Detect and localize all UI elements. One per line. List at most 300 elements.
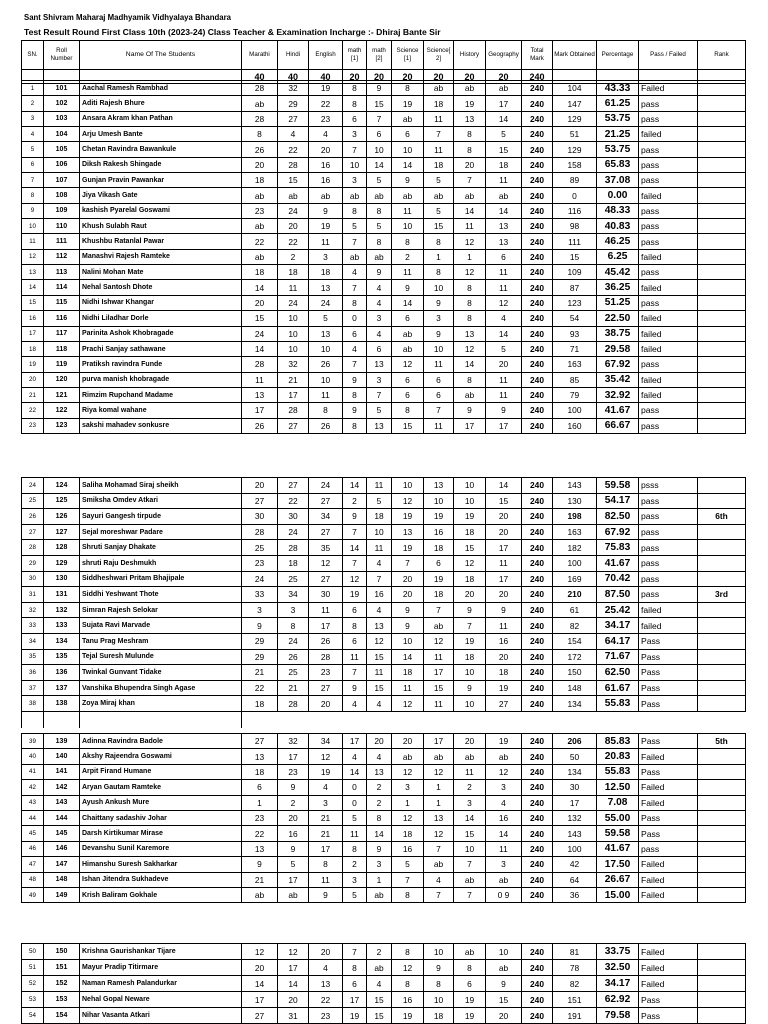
rank: [698, 478, 746, 494]
mark-science1: 19: [392, 509, 424, 525]
result-status: pass: [639, 173, 698, 188]
mark-math2: 4: [367, 280, 392, 295]
roll-number: 127: [44, 524, 80, 540]
mark-math1: 7: [343, 555, 367, 571]
mark-obtained: 116: [553, 203, 597, 218]
result-status: pass: [639, 418, 698, 433]
total-mark: 240: [522, 265, 553, 280]
mark-geography: 20: [486, 649, 522, 665]
mark-science2: 8: [424, 234, 454, 249]
percentage: 55.00: [597, 810, 639, 825]
mark-math2: 7: [367, 111, 392, 126]
serial-number: 10: [22, 219, 44, 234]
mark-geography: ab: [486, 749, 522, 764]
mark-science2: 10: [424, 341, 454, 356]
result-status: pass: [639, 493, 698, 509]
mark-science2: 19: [424, 571, 454, 587]
student-row: [22, 780, 746, 795]
col-math2: math [2]: [367, 41, 392, 70]
col-marathi: Marathi: [242, 41, 278, 70]
student-name: Ayush Ankush Mure: [80, 795, 242, 810]
student-row: [22, 826, 746, 841]
mark-english: 19: [309, 764, 343, 779]
rank: [698, 976, 746, 992]
mark-marathi: 26: [242, 418, 278, 433]
result-status: failed: [639, 311, 698, 326]
mark-geography: 3: [486, 780, 522, 795]
percentage: 22.50: [597, 311, 639, 326]
mark-marathi: 14: [242, 976, 278, 992]
mark-marathi: 27: [242, 493, 278, 509]
mark-history: ab: [454, 749, 486, 764]
mark-english: 16: [309, 173, 343, 188]
total-mark: 240: [522, 127, 553, 142]
mark-obtained: 111: [553, 234, 597, 249]
student-row: [22, 280, 746, 295]
mark-math1: 3: [343, 173, 367, 188]
roll-number: 123: [44, 418, 80, 433]
result-status: Failed: [639, 960, 698, 976]
mark-marathi: 23: [242, 810, 278, 825]
total-mark: 240: [522, 1008, 553, 1024]
result-status: pass: [639, 203, 698, 218]
student-row: [22, 326, 746, 341]
mark-english: 27: [309, 680, 343, 696]
mark-science1: 16: [392, 992, 424, 1008]
mark-geography: ab: [486, 872, 522, 887]
mark-science2: 15: [424, 219, 454, 234]
total-mark: 240: [522, 418, 553, 433]
serial-number: 15: [22, 295, 44, 310]
mark-obtained: 93: [553, 326, 597, 341]
serial-number: 20: [22, 372, 44, 387]
rank: [698, 203, 746, 218]
roll-number: 129: [44, 555, 80, 571]
student-name: Darsh Kirtikumar Mirase: [80, 826, 242, 841]
serial-number: 52: [22, 976, 44, 992]
mark-science2: 18: [424, 540, 454, 556]
mark-science1: 9: [392, 602, 424, 618]
student-name: Nidhi Ishwar Khangar: [80, 295, 242, 310]
mark-hindi: 16: [278, 826, 309, 841]
serial-number: 11: [22, 234, 44, 249]
percentage: 20.83: [597, 749, 639, 764]
mark-hindi: 14: [278, 976, 309, 992]
mark-history: 14: [454, 810, 486, 825]
mark-science1: 13: [392, 524, 424, 540]
rank: [698, 372, 746, 387]
result-status: Pass: [639, 764, 698, 779]
mark-math1: 9: [343, 403, 367, 418]
mark-science2: 9: [424, 326, 454, 341]
serial-number: 54: [22, 1008, 44, 1024]
mark-history: ab: [454, 944, 486, 960]
mark-obtained: 148: [553, 680, 597, 696]
mark-geography: 20: [486, 357, 522, 372]
mark-obtained: 109: [553, 265, 597, 280]
mark-math1: 7: [343, 357, 367, 372]
roll-number: 154: [44, 1008, 80, 1024]
rank: [698, 944, 746, 960]
rank: 5th: [698, 734, 746, 749]
mark-science2: 12: [424, 826, 454, 841]
student-name: kashish Pyarelal Goswami: [80, 203, 242, 218]
student-row: [22, 493, 746, 509]
percentage: 53.75: [597, 111, 639, 126]
mark-english: 27: [309, 493, 343, 509]
percentage: 54.17: [597, 493, 639, 509]
mark-english: 30: [309, 587, 343, 603]
mark-geography: 17: [486, 96, 522, 111]
serial-number: 27: [22, 524, 44, 540]
mark-hindi: 26: [278, 649, 309, 665]
mark-science1: 19: [392, 96, 424, 111]
total-mark: 240: [522, 780, 553, 795]
student-name: Pratiksh ravindra Funde: [80, 357, 242, 372]
result-status: pass: [639, 509, 698, 525]
mark-science2: 7: [424, 602, 454, 618]
mark-history: 18: [454, 571, 486, 587]
student-name: Gunjan Pravin Pawankar: [80, 173, 242, 188]
mark-hindi: 9: [278, 841, 309, 856]
serial-number: 45: [22, 826, 44, 841]
rank: [698, 665, 746, 681]
result-status: failed: [639, 188, 698, 203]
mark-science2: 11: [424, 357, 454, 372]
student-name: Aditi Rajesh Bhure: [80, 96, 242, 111]
student-name: Jiya Vikash Gate: [80, 188, 242, 203]
mark-science2: 5: [424, 203, 454, 218]
rank: [698, 602, 746, 618]
mark-geography: 3: [486, 857, 522, 872]
mark-history: 8: [454, 960, 486, 976]
rank: [698, 1008, 746, 1024]
serial-number: 1: [22, 81, 44, 96]
mark-english: 17: [309, 618, 343, 634]
total-mark: 240: [522, 188, 553, 203]
mark-geography: 16: [486, 633, 522, 649]
student-row: [22, 960, 746, 976]
mark-geography: 15: [486, 992, 522, 1008]
mark-science2: 11: [424, 111, 454, 126]
mark-geography: 11: [486, 387, 522, 402]
serial-number: 40: [22, 749, 44, 764]
mark-english: 5: [309, 311, 343, 326]
roll-number: 105: [44, 142, 80, 157]
roll-number: 145: [44, 826, 80, 841]
mark-english: 27: [309, 524, 343, 540]
mark-obtained: 17: [553, 795, 597, 810]
total-mark: 240: [522, 887, 553, 902]
percentage: 41.67: [597, 841, 639, 856]
mark-science1: 9: [392, 173, 424, 188]
result-status: pass: [639, 157, 698, 172]
result-status: failed: [639, 387, 698, 402]
mark-geography: 14: [486, 478, 522, 494]
roll-number: 111: [44, 234, 80, 249]
student-name: Adinna Ravindra Badole: [80, 734, 242, 749]
mark-marathi: 9: [242, 857, 278, 872]
percentage: 59.58: [597, 826, 639, 841]
student-row: [22, 265, 746, 280]
mark-science1: 14: [392, 649, 424, 665]
result-status: pass: [639, 219, 698, 234]
percentage: 6.25: [597, 249, 639, 264]
mark-science1: 12: [392, 493, 424, 509]
roll-number: 153: [44, 992, 80, 1008]
mark-science1: ab: [392, 111, 424, 126]
mark-marathi: 18: [242, 173, 278, 188]
student-name: Nehal Gopal Neware: [80, 992, 242, 1008]
mark-math2: 20: [367, 734, 392, 749]
mark-science2: 18: [424, 587, 454, 603]
mark-math2: 6: [367, 127, 392, 142]
mark-english: 8: [309, 403, 343, 418]
roll-number: 140: [44, 749, 80, 764]
mark-math1: 4: [343, 696, 367, 712]
max-mark: 20: [343, 70, 367, 84]
mark-obtained: 100: [553, 555, 597, 571]
total-mark: 240: [522, 571, 553, 587]
total-mark: 240: [522, 173, 553, 188]
mark-marathi: 13: [242, 387, 278, 402]
rank: [698, 341, 746, 356]
mark-english: 24: [309, 478, 343, 494]
result-status: pass: [639, 142, 698, 157]
mark-science1: ab: [392, 749, 424, 764]
mark-marathi: 14: [242, 280, 278, 295]
mark-math1: 0: [343, 780, 367, 795]
mark-marathi: 29: [242, 633, 278, 649]
student-row: [22, 96, 746, 111]
mark-math1: 8: [343, 387, 367, 402]
mark-science2: 18: [424, 1008, 454, 1024]
mark-english: ab: [309, 188, 343, 203]
percentage: 7.08: [597, 795, 639, 810]
mark-obtained: 81: [553, 944, 597, 960]
mark-math2: 4: [367, 976, 392, 992]
mark-math2: 15: [367, 1008, 392, 1024]
rank: [698, 810, 746, 825]
student-name: Chaittany sadashiv Johar: [80, 810, 242, 825]
mark-marathi: 24: [242, 571, 278, 587]
result-block: [21, 733, 746, 903]
rank: [698, 826, 746, 841]
mark-math1: 8: [343, 81, 367, 96]
mark-history: 11: [454, 764, 486, 779]
mark-hindi: 11: [278, 280, 309, 295]
mark-marathi: 9: [242, 618, 278, 634]
mark-marathi: 14: [242, 341, 278, 356]
total-mark: 240: [522, 341, 553, 356]
student-name: Zoya Miraj khan: [80, 696, 242, 712]
student-row: [22, 734, 746, 749]
mark-hindi: 28: [278, 403, 309, 418]
roll-number: 146: [44, 841, 80, 856]
mark-science1: 14: [392, 157, 424, 172]
mark-history: 1: [454, 249, 486, 264]
roll-number: 144: [44, 810, 80, 825]
blank-row: [22, 711, 746, 728]
mark-history: 8: [454, 372, 486, 387]
mark-science1: 6: [392, 372, 424, 387]
mark-science2: 13: [424, 810, 454, 825]
student-row: [22, 872, 746, 887]
rank: [698, 157, 746, 172]
total-mark: 240: [522, 810, 553, 825]
student-row: [22, 157, 746, 172]
student-name: shruti Raju Deshmukh: [80, 555, 242, 571]
mark-science2: 9: [424, 295, 454, 310]
total-mark: 240: [522, 295, 553, 310]
mark-marathi: 27: [242, 734, 278, 749]
max-mark: 20: [486, 70, 522, 84]
result-block: [21, 477, 746, 728]
rank: [698, 696, 746, 712]
mark-math2: 3: [367, 372, 392, 387]
mark-hindi: ab: [278, 887, 309, 902]
serial-number: 4: [22, 127, 44, 142]
mark-math2: 2: [367, 795, 392, 810]
mark-marathi: 30: [242, 509, 278, 525]
mark-math2: 9: [367, 841, 392, 856]
mark-math1: 19: [343, 587, 367, 603]
rank: [698, 960, 746, 976]
student-row: [22, 1008, 746, 1024]
student-row: [22, 795, 746, 810]
result-status: Pass: [639, 734, 698, 749]
result-status: failed: [639, 127, 698, 142]
mark-english: 20: [309, 944, 343, 960]
mark-obtained: 172: [553, 649, 597, 665]
percentage: 51.25: [597, 295, 639, 310]
mark-math2: 3: [367, 857, 392, 872]
mark-math2: 11: [367, 478, 392, 494]
result-status: failed: [639, 326, 698, 341]
student-name: purva manish khobragade: [80, 372, 242, 387]
rank: [698, 618, 746, 634]
mark-science2: 18: [424, 96, 454, 111]
mark-geography: 9: [486, 602, 522, 618]
mark-science1: 8: [392, 887, 424, 902]
mark-marathi: ab: [242, 188, 278, 203]
mark-geography: 5: [486, 127, 522, 142]
serial-number: 21: [22, 387, 44, 402]
mark-science1: 3: [392, 780, 424, 795]
mark-math2: 2: [367, 780, 392, 795]
mark-geography: 18: [486, 665, 522, 681]
student-name: Akshy Rajeendra Goswami: [80, 749, 242, 764]
mark-hindi: 10: [278, 326, 309, 341]
mark-history: 10: [454, 665, 486, 681]
mark-math1: 19: [343, 1008, 367, 1024]
mark-english: 11: [309, 602, 343, 618]
mark-math1: 0: [343, 311, 367, 326]
serial-number: 26: [22, 509, 44, 525]
roll-number: 110: [44, 219, 80, 234]
total-mark: 240: [522, 960, 553, 976]
student-row: [22, 571, 746, 587]
max-mark: 20: [454, 70, 486, 84]
student-row: [22, 173, 746, 188]
mark-obtained: 61: [553, 602, 597, 618]
mark-hindi: 28: [278, 696, 309, 712]
mark-obtained: 134: [553, 764, 597, 779]
serial-number: 7: [22, 173, 44, 188]
total-mark: 240: [522, 696, 553, 712]
mark-science1: 8: [392, 81, 424, 96]
mark-english: 10: [309, 341, 343, 356]
mark-geography: 14: [486, 203, 522, 218]
total-mark: 240: [522, 249, 553, 264]
mark-hindi: 24: [278, 633, 309, 649]
total-mark: 240: [522, 540, 553, 556]
roll-number: 116: [44, 311, 80, 326]
mark-math1: 14: [343, 478, 367, 494]
mark-marathi: 33: [242, 587, 278, 603]
student-name: Khushbu Ratanlal Pawar: [80, 234, 242, 249]
result-status: Failed: [639, 81, 698, 96]
mark-math1: 8: [343, 96, 367, 111]
roll-number: 149: [44, 887, 80, 902]
serial-number: 53: [22, 992, 44, 1008]
serial-number: 6: [22, 157, 44, 172]
total-mark: 240: [522, 203, 553, 218]
percentage: 65.83: [597, 157, 639, 172]
rank: [698, 872, 746, 887]
student-row: [22, 81, 746, 96]
mark-hindi: 10: [278, 341, 309, 356]
total-mark: 240: [522, 649, 553, 665]
mark-obtained: 154: [553, 633, 597, 649]
percentage: 46.25: [597, 234, 639, 249]
total-mark: 240: [522, 81, 553, 96]
mark-hindi: 15: [278, 173, 309, 188]
roll-number: 135: [44, 649, 80, 665]
mark-marathi: 8: [242, 127, 278, 142]
mark-math1: 9: [343, 680, 367, 696]
mark-science1: 19: [392, 540, 424, 556]
mark-obtained: 150: [553, 665, 597, 681]
mark-science2: ab: [424, 188, 454, 203]
mark-history: 13: [454, 111, 486, 126]
max-mark: 20: [392, 70, 424, 84]
mark-obtained: 98: [553, 219, 597, 234]
student-row: [22, 944, 746, 960]
mark-science2: ab: [424, 81, 454, 96]
mark-obtained: 79: [553, 387, 597, 402]
roll-number: 148: [44, 872, 80, 887]
result-status: Failed: [639, 857, 698, 872]
mark-obtained: 36: [553, 887, 597, 902]
percentage: 62.50: [597, 665, 639, 681]
serial-number: 33: [22, 618, 44, 634]
mark-history: 10: [454, 841, 486, 856]
mark-history: 17: [454, 418, 486, 433]
mark-math1: 8: [343, 841, 367, 856]
mark-history: 18: [454, 649, 486, 665]
mark-science2: 12: [424, 633, 454, 649]
mark-english: 23: [309, 1008, 343, 1024]
rank: [698, 326, 746, 341]
mark-math1: 3: [343, 127, 367, 142]
student-name: Himanshu Suresh Sakharkar: [80, 857, 242, 872]
student-name: Tanu Prag Meshram: [80, 633, 242, 649]
mark-math2: 8: [367, 234, 392, 249]
mark-english: 13: [309, 280, 343, 295]
rank: 3rd: [698, 587, 746, 603]
col-rank: Rank: [698, 41, 746, 70]
